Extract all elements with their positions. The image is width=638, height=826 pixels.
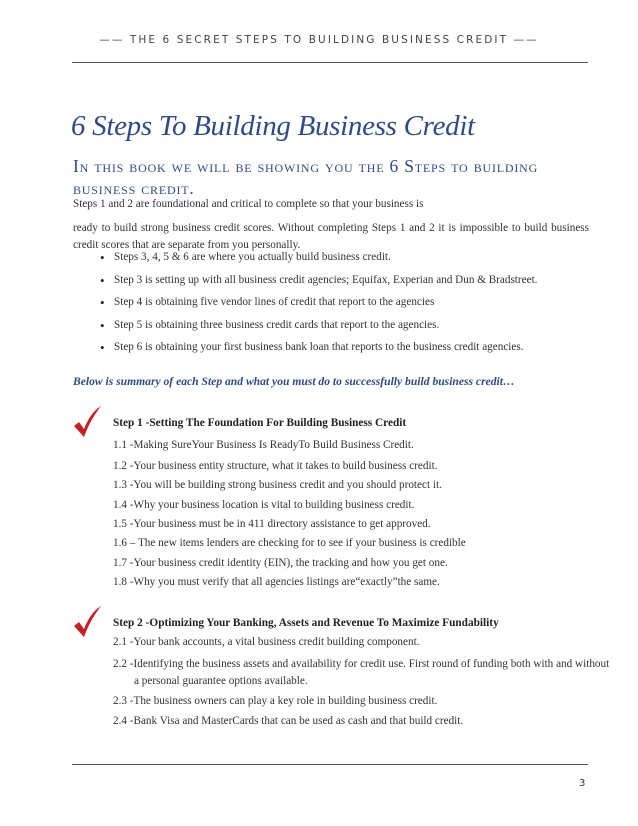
intro-paragraph: ready to build strong business credit scores. Without completing Steps 1 and 2 it is impossible to build business credit scores that are separate from you personally. (73, 222, 589, 251)
bullet-item: • Step 6 is obtaining your first business bank loan that reports to the business credit agencies. (100, 341, 537, 364)
step-1-item: 1.8 -Why you must verify that all agencies listings are“exactly”the same. (113, 576, 440, 588)
bullet-item: • Steps 3, 4, 5 & 6 are where you actually build business credit. (100, 251, 537, 274)
intro-line-1: Steps 1 and 2 are foundational and critical to complete so that your business is (73, 198, 424, 210)
page-title: 6 Steps To Building Business Credit (71, 110, 475, 142)
steps-bullet-list (100, 251, 537, 364)
step-2-item: 2.4 -Bank Visa and MasterCards that can be used as cash and that build credit. (113, 715, 464, 727)
step-2-item: 2.2 -Identifying the business assets and availability for credit use. First round of funding both with and without a personal guarantee options available. (113, 658, 610, 687)
step-1-item: 1.1 -Making SureYour Business Is ReadyTo Build Business Credit. (113, 439, 414, 451)
step-1-item: 1.4 -Why your business location is vital to building business credit. (113, 499, 415, 511)
running-header: —— THE 6 SECRET STEPS TO BUILDING BUSINESS CREDIT —— (99, 34, 539, 46)
bullet-item: • Step 5 is obtaining three business credit cards that report to the agencies. (100, 319, 537, 342)
step-1-item: 1.7 -Your business credit identity (EIN), the tracking and how you get one. (113, 557, 448, 569)
step-1-item: 1.3 -You will be building strong business credit and you should protect it. (113, 479, 442, 491)
page-subtitle: In this book we will be showing you the 6 Steps to building business credit. (73, 156, 539, 198)
checkmark-icon (72, 405, 102, 439)
footer-rule (72, 764, 588, 765)
bullet-item: • Step 3 is setting up with all business credit agencies; Equifax, Experian and Dun & Bradstreet. (100, 274, 537, 297)
bullet-item: • Step 4 is obtaining five vendor lines of credit that report to the agencies (100, 296, 537, 319)
step-2-item: 2.1 -Your bank accounts, a vital business credit building component. (113, 636, 420, 648)
step-1-title: Step 1 -Setting The Foundation For Building Business Credit (113, 417, 407, 429)
step-1-item: 1.2 -Your business entity structure, what it takes to build business credit. (113, 460, 438, 472)
checkmark-icon (72, 605, 102, 639)
header-rule (72, 62, 588, 63)
step-2-title: Step 2 -Optimizing Your Banking, Assets and Revenue To Maximize Fundability (113, 617, 499, 629)
step-2-item: 2.3 -The business owners can play a key role in building business credit. (113, 695, 438, 707)
step-1-item: 1.6 – The new items lenders are checking for to see if your business is credible (113, 537, 466, 549)
summary-heading: Below is summary of each Step and what you must do to successfully build business credit… (73, 375, 515, 388)
step-1-item: 1.5 -Your business must be in 411 directory assistance to get approved. (113, 518, 431, 530)
page-number: 3 (579, 778, 586, 789)
